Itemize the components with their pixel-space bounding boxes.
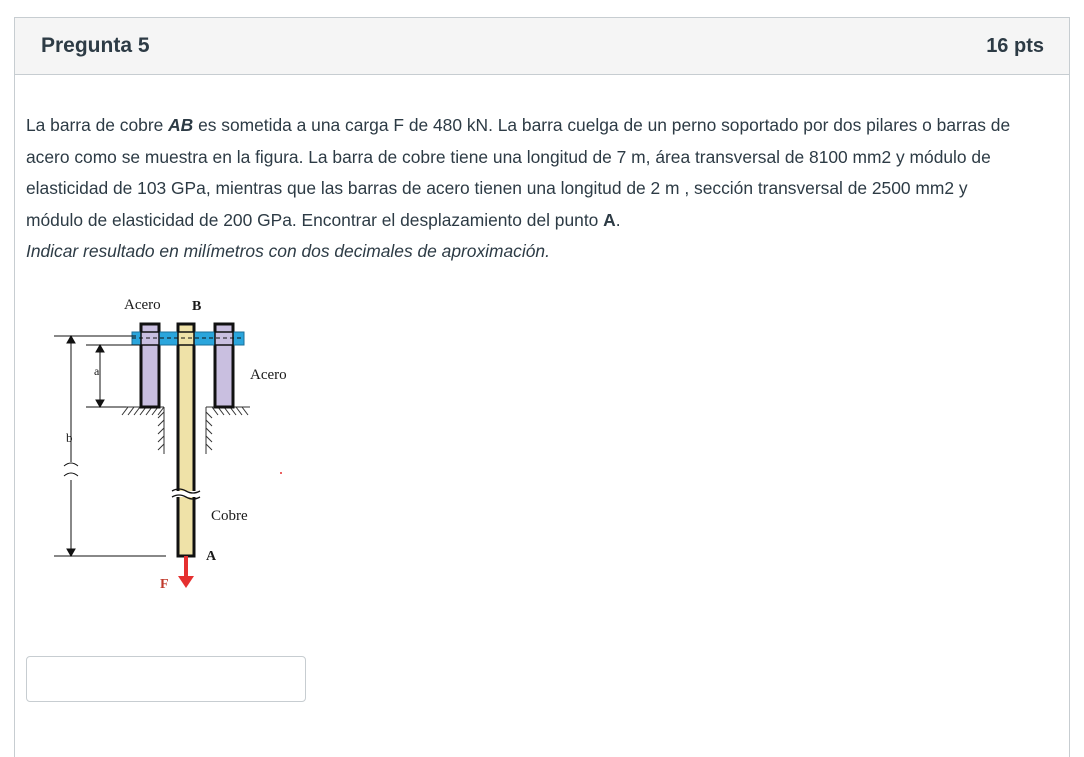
ground-hatch-right xyxy=(206,407,250,454)
label-acero-top: Acero xyxy=(124,297,161,313)
text-part: . xyxy=(615,209,621,230)
question-points: 16 pts xyxy=(986,34,1044,57)
label-dim-b: b xyxy=(66,430,73,445)
copper-break-gap xyxy=(172,491,200,497)
label-acero-right: Acero xyxy=(250,367,287,383)
copper-bar xyxy=(178,324,194,556)
question-title: Pregunta 5 xyxy=(41,34,150,57)
text-part: es sometida a una carga F de 480 kN. La barra cuelga de un perno soportado por dos pilares o barras de acero como se muestra en la figura. La barra de cobre tiene una longitud de 7 m, área transversal de 8100 mm2 y módulo de elasticidad de 103 GPa, mientras que las barras de acero tienen una longitud de 2 m , sección transversal de 2500 mm2 y módulo de elasticidad de 200 GPa. Encontrar el desplazamiento del punto xyxy=(26,115,1011,230)
stray-mark xyxy=(280,472,282,474)
ground-hatch-left xyxy=(122,407,164,454)
label-point-a: A xyxy=(206,549,217,564)
text-part: La barra de cobre xyxy=(26,115,169,135)
answer-input[interactable] xyxy=(26,656,306,702)
bar-diagram-svg xyxy=(36,284,306,604)
question-header xyxy=(15,18,1069,75)
force-arrow xyxy=(178,556,194,588)
question-text xyxy=(26,110,1026,268)
label-force: F xyxy=(160,577,169,592)
label-dim-a: a xyxy=(94,364,100,378)
label-point-b: B xyxy=(192,299,202,314)
bar-ab-label: AB xyxy=(168,115,194,135)
question-instruction: Indicar resultado en milímetros con dos decimales de aproximación. xyxy=(26,241,550,261)
bar-diagram xyxy=(36,284,306,604)
point-a-label: A xyxy=(603,209,616,230)
label-cobre: Cobre xyxy=(211,508,248,524)
question-statement xyxy=(26,110,1026,236)
